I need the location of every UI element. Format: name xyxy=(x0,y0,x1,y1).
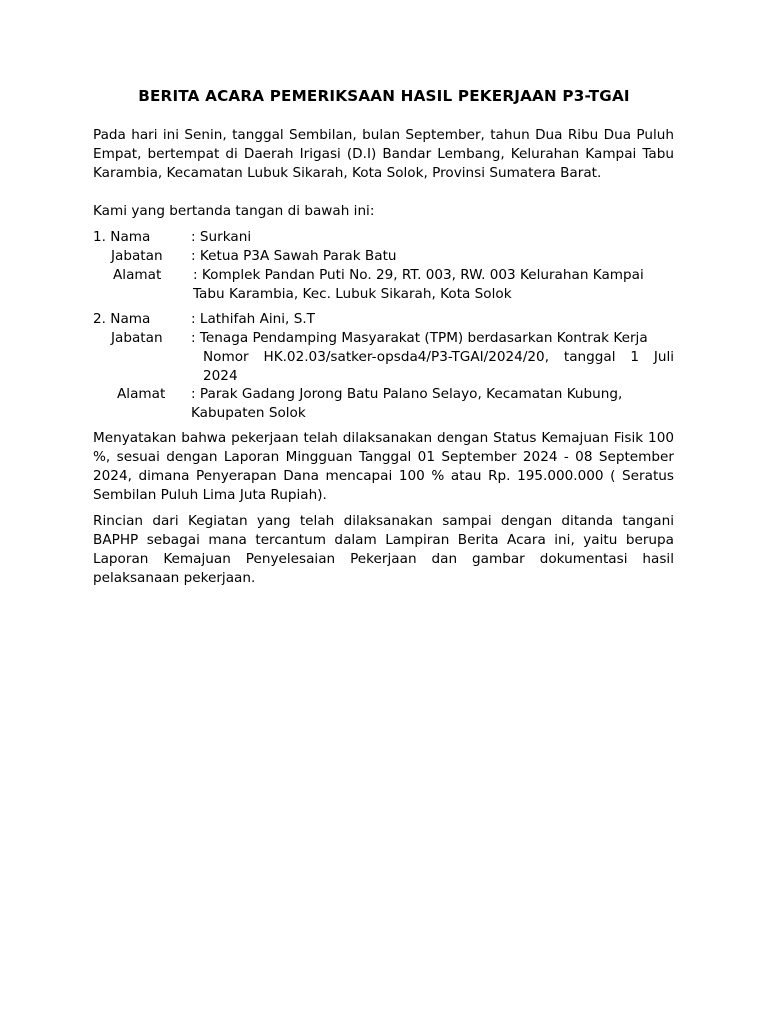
person-2-position-line-1: : Tenaga Pendamping Masyarakat (TPM) berdasarkan Kontrak Kerja xyxy=(191,330,648,346)
person-2-address-line-2: Kabupaten Solok xyxy=(191,405,306,421)
intro-paragraph: Pada hari ini Senin, tanggal Sembilan, bulan September, tahun Dua Ribu Dua Puluh Empat, bertempat di Daerah Irigasi (D.I) Bandar Lembang, Kelurahan Kampai Tabu Karambia, Kecamatan Lubuk Sikarah, Kota Solok, Provinsi Sumatera Barat. xyxy=(93,127,674,181)
signed-intro: Kami yang bertanda tangan di bawah ini: xyxy=(93,203,375,219)
person-1-position: : Ketua P3A Sawah Parak Batu xyxy=(191,248,397,264)
person-2-address-label: Alamat xyxy=(117,386,166,402)
person-2-name-label: 2. Nama xyxy=(93,311,151,327)
statement-paragraph: Menyatakan bahwa pekerjaan telah dilaksanakan dengan Status Kemajuan Fisik 100 %, sesuai dengan Laporan Mingguan Tanggal 01 September 2024 - 08 September 2024, dimana Penyerapan Dana mencapai 100 % atau Rp. 195.000.000 ( Seratus Sembilan Puluh Lima Juta Rupiah). xyxy=(93,430,674,503)
document-title: BERITA ACARA PEMERIKSAAN HASIL PEKERJAAN P3-TGAI xyxy=(138,87,630,105)
details-paragraph: Rincian dari Kegiatan yang telah dilaksanakan sampai dengan ditanda tangani BAPHP sebagai mana tercantum dalam Lampiran Berita Acara ini, yaitu berupa Laporan Kemajuan Penyelesaian Pekerjaan dan gambar dokumentasi hasil pelaksanaan pekerjaan. xyxy=(93,513,674,586)
person-2-position-label: Jabatan xyxy=(111,330,163,346)
person-2-position-line-2: Nomor HK.02.03/satker-opsda4/P3-TGAI/2024/20, tanggal 1 Juli xyxy=(203,349,674,365)
person-2-address-line-1: : Parak Gadang Jorong Batu Palano Selayo, Kecamatan Kubung, xyxy=(191,386,623,402)
person-1-name-label: 1. Nama xyxy=(93,229,151,245)
person-1-address-label: Alamat xyxy=(113,267,162,283)
person-2-name: : Lathifah Aini, S.T xyxy=(191,311,315,327)
person-1-position-label: Jabatan xyxy=(111,248,163,264)
person-1-address-line-2: Tabu Karambia, Kec. Lubuk Sikarah, Kota Solok xyxy=(193,286,512,302)
person-2-position-line-3: 2024 xyxy=(203,368,238,384)
person-1-address-line-1: : Komplek Pandan Puti No. 29, RT. 003, RW. 003 Kelurahan Kampai xyxy=(193,267,644,283)
person-1-name: : Surkani xyxy=(191,229,252,245)
